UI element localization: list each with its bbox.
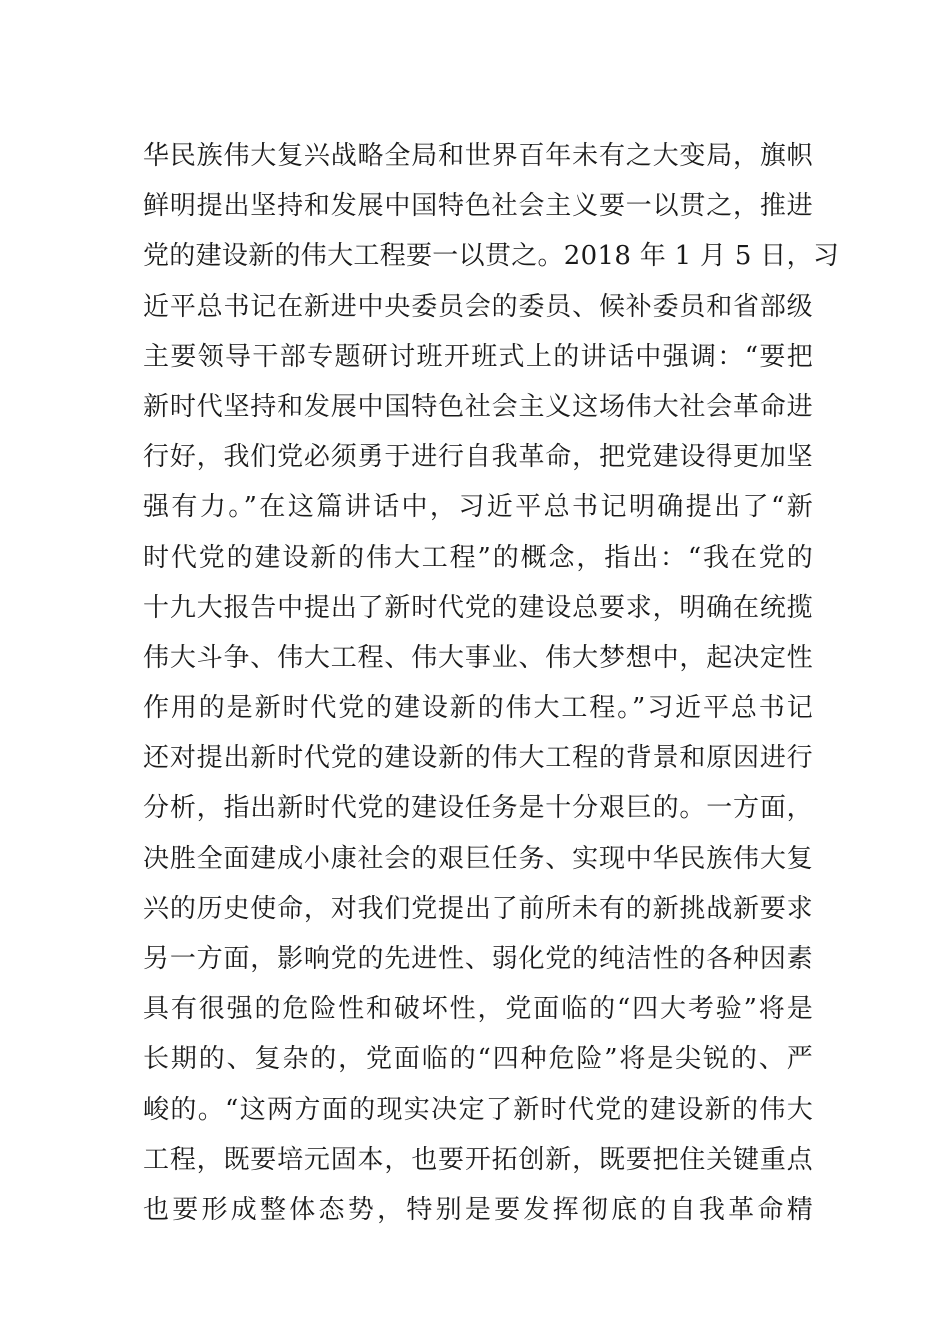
text-line: 还对提出新时代党的建设新的伟大工程的背景和原因进行 bbox=[143, 743, 813, 774]
text-line: 主要领导干部专题研讨班开班式上的讲话中强调：“要把 bbox=[143, 341, 813, 372]
text-line: 行好，我们党必须勇于进行自我革命，把党建设得更加坚 bbox=[143, 442, 813, 473]
body-paragraph bbox=[143, 131, 840, 1235]
text-line: 兴的历史使命，对我们党提出了前所未有的新挑战新要求 bbox=[143, 893, 813, 924]
text-line: 近平总书记在新进中央委员会的委员、候补委员和省部级 bbox=[143, 291, 813, 322]
text-line: 作用的是新时代党的建设新的伟大工程。”习近平总书记 bbox=[143, 693, 813, 724]
text-line: 鲜明提出坚持和发展中国特色社会主义要一以贯之，推进 bbox=[143, 191, 813, 222]
text-line: 决胜全面建成小康社会的艰巨任务、实现中华民族伟大复 bbox=[143, 843, 813, 874]
text-line: 峻的。“这两方面的现实决定了新时代党的建设新的伟大 bbox=[143, 1094, 813, 1125]
text-line: 也要形成整体态势，特别是要发挥彻底的自我革命精 bbox=[143, 1194, 813, 1225]
text-line: 具有很强的危险性和破坏性，党面临的“四大考验”将是 bbox=[143, 994, 813, 1025]
text-line: 另一方面，影响党的先进性、弱化党的纯洁性的各种因素 bbox=[143, 944, 813, 974]
text-line: 工程，既要培元固本，也要开拓创新，既要把住关键重点 bbox=[143, 1144, 813, 1175]
text-line: 强有力。”在这篇讲话中，习近平总书记明确提出了“新 bbox=[143, 492, 813, 523]
text-line: 伟大斗争、伟大工程、伟大事业、伟大梦想中，起决定性 bbox=[143, 642, 813, 673]
text-line: 时代党的建设新的伟大工程”的概念，指出：“我在党的 bbox=[143, 542, 813, 573]
text-line: 党的建设新的伟大工程要一以贯之。2018 年 1 月 5 日，习 bbox=[143, 241, 840, 272]
text-line: 分析，指出新时代党的建设任务是十分艰巨的。一方面， bbox=[143, 793, 813, 824]
text-line: 十九大报告中提出了新时代党的建设总要求，明确在统揽 bbox=[143, 592, 813, 623]
text-line: 华民族伟大复兴战略全局和世界百年未有之大变局，旗帜 bbox=[143, 141, 813, 171]
text-line: 新时代坚持和发展中国特色社会主义这场伟大社会革命进 bbox=[143, 391, 813, 422]
text-line: 长期的、复杂的，党面临的“四种危险”将是尖锐的、严 bbox=[143, 1044, 813, 1075]
